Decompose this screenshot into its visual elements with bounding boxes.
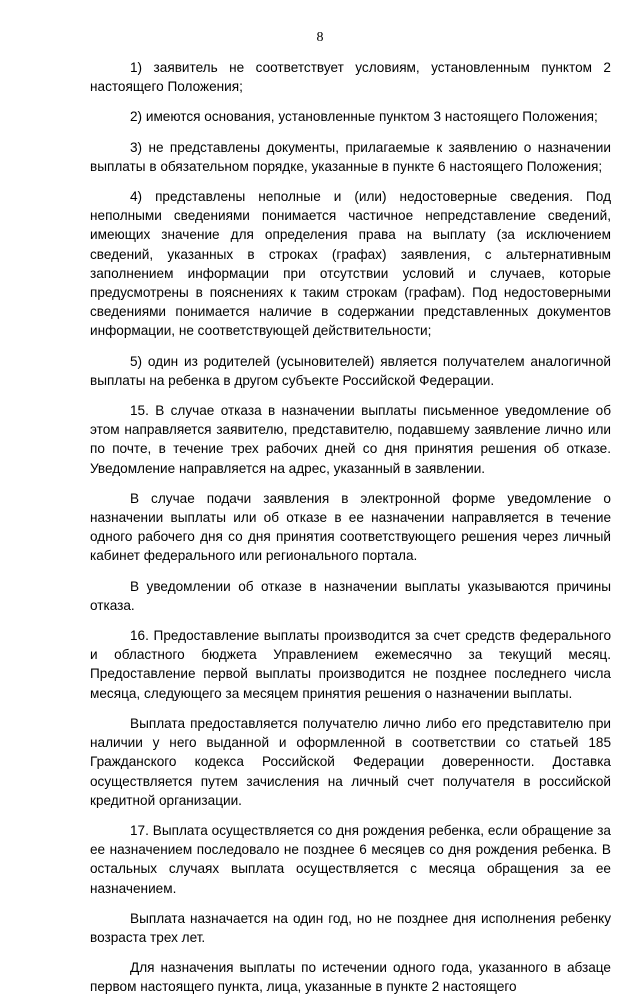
paragraph-item-3: 3) не представлены документы, прилагаемые к заявлению о назначении выплаты в обязательном порядке, указанные в пункте 6 настоящего Положения; — [90, 139, 611, 174]
page-number: 8 — [316, 30, 324, 45]
document-body — [90, 58, 611, 1008]
paragraph-refusal-reasons: В уведомлении об отказе в назначении выплаты указываются причины отказа. — [90, 578, 611, 613]
paragraph-renewal: Для назначения выплаты по истечении одного года, указанного в абзаце первом настоящего пункта, лица, указанные в пункте 2 настоящего — [90, 960, 611, 995]
paragraph-clause-15: 15. В случае отказа в назначении выплаты письменное уведомление об этом направляется заявителю, представителю, подавшему заявление лично или по почте, в течение трех рабочих дней со дня принятия решения об отказе. Уведомление направляется на адрес, указанный в заявлении. — [90, 403, 611, 476]
paragraph-clause-17: 17. Выплата осуществляется со дня рождения ребенка, если обращение за ее назначением последовало не позднее 6 месяцев со дня рождения ребенка. В остальных случаях выплата осуществляется с месяца обращения за ее назначением. — [90, 822, 611, 896]
paragraph-item-2: 2) имеются основания, установленные пунктом 3 настоящего Положения; — [130, 109, 598, 125]
paragraph-payment-duration: Выплата назначается на один год, но не позднее дня исполнения ребенку возраста трех лет. — [90, 910, 611, 945]
paragraph-item-5: 5) один из родителей (усыновителей) является получателем аналогичной выплаты на ребенка в другом субъекте Российской Федерации. — [90, 353, 611, 388]
paragraph-payment-delivery: Выплата предоставляется получателю лично либо его представителю при наличии у него выданной и оформленной в соответствии со статьей 185 Гражданского кодекса Российской Федерации доверенности. Доставка осуществляется путем зачисления на личный счет получателя в российской кредитной организации. — [90, 715, 611, 808]
paragraph-clause-16: 16. Предоставление выплаты производится за счет средств федерального и областного бюджета Управлением ежемесячно за текущий месяц. Предоставление первой выплаты производится не позднее последнего числа месяца, следующего за месяцем принятия решения о назначении выплаты. — [90, 628, 611, 701]
paragraph-electronic-notice: В случае подачи заявления в электронной форме уведомление о назначении выплаты или об отказе в ее назначении направляется в течение одного рабочего дня со дня принятия соответствующего решения через личный кабинет федерального или регионального портала. — [90, 490, 611, 564]
paragraph-item-1: 1) заявитель не соответствует условиям, установленным пунктом 2 настоящего Положения; — [90, 60, 611, 95]
paragraph-item-4: 4) представлены неполные и (или) недостоверные сведения. Под неполными сведениями понимается частичное непредставление сведений, имеющих значение для определения права на выплату (за исключением сведений, указанных в строках (графах) заявления, с альтернативным заполнением информации при отсутствии условий и случаев, которые предусмотрены в пояснениях к таким строкам (графам). Под недостоверными сведениями понимается наличие в содержании представленных документов информации, не соответствующей действительности; — [90, 189, 611, 339]
